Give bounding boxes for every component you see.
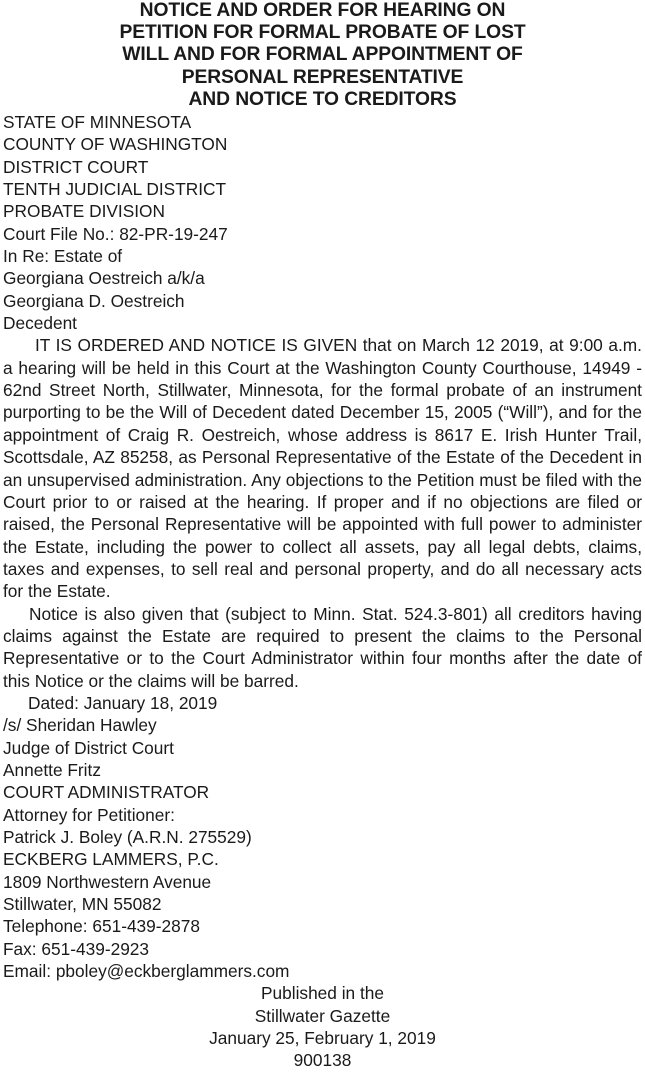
hearing-paragraph: IT IS ORDERED AND NOTICE IS GIVEN that on March 12 2019, at 9:00 a.m. a hearing will be held in this Court at the Washington County Courthouse, 14949 - 62nd Street North, Stillwater, Minnesota, for the formal probate of an instrument purporting to be the Will of Decedent dated December 15, 2005 (“Will”), and for the appointment of Craig R. Oestreich, whose address is 8617 E. Irish Hunter Trail, Scottsdale, AZ 85258, as Personal Representative of the Estate of the Decedent in an unsupervised administration. Any objections to the Petition must be filed with the Court prior to or raised at the hearing. If proper and if no objections are filed or raised, the Personal Representative will be appointed with full power to administer the Estate, including the power to collect all assets, pay all legal debts, claims, taxes and expenses, to sell real and personal property, and do all necessary acts for the Estate. [3,335,642,602]
notice-body [3,111,642,1072]
case-caption [3,111,642,334]
caption-in-re: In Re: Estate of [3,246,123,267]
publication-dates: January 25, February 1, 2019 [209,1028,436,1049]
notice-title [3,0,642,111]
publication-block [3,982,642,1071]
administrator-title: COURT ADMINISTRATOR [3,782,210,803]
title-line: NOTICE AND ORDER FOR HEARING ON [139,0,506,21]
attorney-firm: ECKBERG LAMMERS, P.C. [3,849,219,870]
judge-title: Judge of District Court [3,737,174,758]
title-line: WILL AND FOR FORMAL APPOINTMENT OF [122,44,523,66]
attorney-telephone: Telephone: 651-439-2878 [3,916,200,937]
publication-newspaper: Stillwater Gazette [254,1005,391,1026]
title-line: AND NOTICE TO CREDITORS [188,88,457,110]
decedent-alias: Georgiana D. Oestreich [3,290,185,311]
attorney-block [3,804,642,983]
publication-number: 900138 [293,1050,352,1071]
creditors-paragraph: Notice is also given that (subject to Minn. Stat. 524.3-801) all creditors having claims against the Estate are required to present the claims to the Personal Representative or to the Court Administrator within four months after the date of this Notice or the claims will be barred. [3,603,642,691]
attorney-heading: Attorney for Petitioner: [3,804,175,825]
caption-county: COUNTY OF WASHINGTON [3,134,228,155]
attorney-city: Stillwater, MN 55082 [3,894,162,915]
attorney-name: Patrick J. Boley (A.R.N. 275529) [3,827,252,848]
attorney-email: Email: pboley@eckberglammers.com [3,961,290,982]
caption-court: DISTRICT COURT [3,156,149,177]
title-line: PETITION FOR FORMAL PROBATE OF LOST [119,22,526,44]
caption-district: TENTH JUDICIAL DISTRICT [3,179,227,200]
caption-division: PROBATE DIVISION [3,201,165,222]
caption-decedent-label: Decedent [3,313,77,334]
caption-state: STATE OF MINNESOTA [3,112,192,133]
signature-block [3,692,642,804]
administrator-name: Annette Fritz [3,759,101,780]
court-file-number: Court File No.: 82-PR-19-247 [3,223,228,244]
publication-line: Published in the [261,983,384,1004]
attorney-street: 1809 Northwestern Avenue [3,871,212,892]
title-line: PERSONAL REPRESENTATIVE [181,66,464,88]
dated-line: Dated: January 18, 2019 [28,692,218,713]
decedent-name: Georgiana Oestreich a/k/a [3,268,205,289]
attorney-fax: Fax: 651-439-2923 [3,938,150,959]
signature-line: /s/ Sheridan Hawley [3,715,157,736]
